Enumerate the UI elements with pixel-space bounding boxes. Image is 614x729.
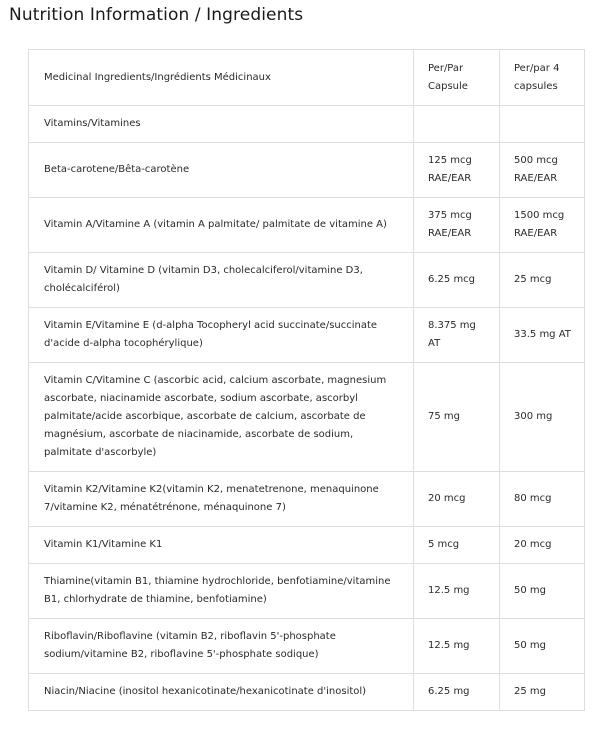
per-4-capsules-cell: 25 mg [500,674,585,711]
table-row [29,527,585,564]
per-4-capsules-cell: 1500 mcg RAE/EAR [500,198,585,253]
per-capsule-cell: 8.375 mg AT [414,308,500,363]
table-row [29,253,585,308]
table-row [29,564,585,619]
header-ingredient: Medicinal Ingredients/Ingrédients Médicinaux [29,50,414,106]
page-title: Nutrition Information / Ingredients [9,5,304,25]
per-4-capsules-cell [500,106,585,143]
per-4-capsules-cell: 33.5 mg AT [500,308,585,363]
per-4-capsules-cell: 20 mcg [500,527,585,564]
table-row [29,674,585,711]
per-capsule-cell: 12.5 mg [414,564,500,619]
per-capsule-cell: 12.5 mg [414,619,500,674]
table-row [29,143,585,198]
table-row [29,106,585,143]
ingredient-cell: Vitamin C/Vitamine C (ascorbic acid, calcium ascorbate, magnesium ascorbate, niacinamide ascorbate, sodium ascorbate, ascorbyl palmitate/acide ascorbique, ascorbate de calcium, ascorbate de magnésium, ascorbate de niacinamide, ascorbate de sodium, palmitate d'ascorbyle) [29,363,414,472]
table-header-row [29,50,585,106]
per-capsule-cell: 20 mcg [414,472,500,527]
per-4-capsules-cell: 25 mcg [500,253,585,308]
per-capsule-cell [414,106,500,143]
nutrition-table-container [28,49,584,711]
table-row [29,308,585,363]
ingredient-cell: Riboflavin/Riboflavine (vitamin B2, riboflavin 5'-phosphate sodium/vitamine B2, riboflavine 5'-phosphate sodique) [29,619,414,674]
nutrition-table [28,49,585,711]
per-capsule-cell: 6.25 mg [414,674,500,711]
per-4-capsules-cell: 50 mg [500,619,585,674]
table-row [29,198,585,253]
per-4-capsules-cell: 300 mg [500,363,585,472]
ingredient-cell: Vitamin A/Vitamine A (vitamin A palmitate/ palmitate de vitamine A) [29,198,414,253]
table-row [29,363,585,472]
ingredient-cell: Vitamin E/Vitamine E (d-alpha Tocopheryl acid succinate/succinate d'acide d-alpha tocophérylique) [29,308,414,363]
table-row [29,619,585,674]
per-capsule-cell: 6.25 mcg [414,253,500,308]
per-capsule-cell: 5 mcg [414,527,500,564]
ingredient-cell: Vitamin D/ Vitamine D (vitamin D3, cholecalciferol/vitamine D3, cholécalciférol) [29,253,414,308]
ingredient-cell: Thiamine(vitamin B1, thiamine hydrochloride, benfotiamine/vitamine B1, chlorhydrate de thiamine, benfotiamine) [29,564,414,619]
per-4-capsules-cell: 50 mg [500,564,585,619]
ingredient-cell: Niacin/Niacine (inositol hexanicotinate/hexanicotinate d'inositol) [29,674,414,711]
ingredient-cell: Vitamins/Vitamines [29,106,414,143]
table-row [29,472,585,527]
per-capsule-cell: 75 mg [414,363,500,472]
header-per-4-capsules: Per/par 4 capsules [500,50,585,106]
per-4-capsules-cell: 500 mcg RAE/EAR [500,143,585,198]
ingredient-cell: Vitamin K1/Vitamine K1 [29,527,414,564]
header-per-capsule: Per/Par Capsule [414,50,500,106]
ingredient-cell: Beta-carotene/Bêta-carotène [29,143,414,198]
per-4-capsules-cell: 80 mcg [500,472,585,527]
per-capsule-cell: 125 mcg RAE/EAR [414,143,500,198]
per-capsule-cell: 375 mcg RAE/EAR [414,198,500,253]
ingredient-cell: Vitamin K2/Vitamine K2(vitamin K2, menatetrenone, menaquinone 7/vitamine K2, ménatétrénone, ménaquinone 7) [29,472,414,527]
